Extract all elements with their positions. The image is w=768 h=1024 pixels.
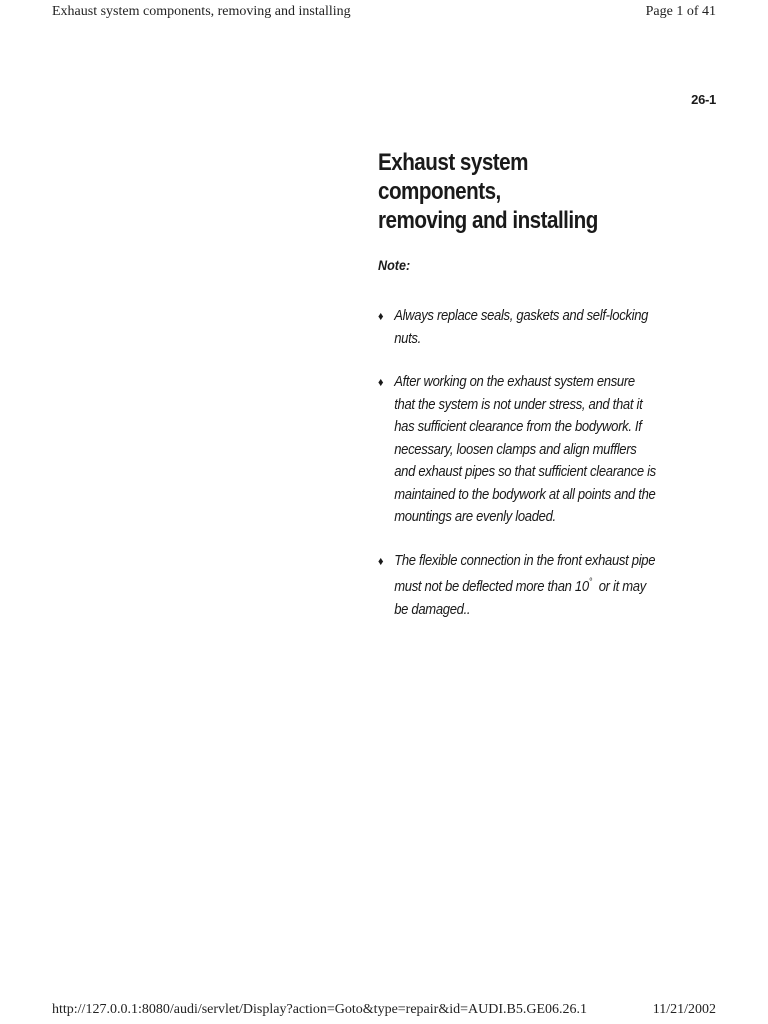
bullet-text-line bbox=[394, 572, 664, 599]
diamond-bullet-icon: ♦ bbox=[378, 375, 384, 389]
bullet-text-line: maintained to the bodywork at all points and the bbox=[394, 486, 656, 503]
degree-symbol: ° bbox=[588, 577, 593, 588]
note-label: Note: bbox=[378, 257, 411, 273]
list-item bbox=[378, 305, 664, 350]
diamond-bullet-icon: ♦ bbox=[378, 309, 384, 323]
list-item bbox=[378, 371, 664, 529]
title-line-1: Exhaust system components, bbox=[378, 149, 528, 205]
header-page-number: Page 1 of 41 bbox=[645, 4, 716, 19]
bullet-text-line: be damaged.. bbox=[394, 601, 471, 618]
bullet-text-line: After working on the exhaust system ensure bbox=[394, 374, 635, 390]
footer-date: 11/21/2002 bbox=[652, 1002, 716, 1017]
bullet-text-line: The flexible connection in the front exhaust pipe bbox=[394, 552, 656, 569]
header-title: Exhaust system components, removing and installing bbox=[52, 4, 351, 19]
bullet-text-line: Always replace seals, gaskets and self-locking bbox=[394, 308, 649, 324]
main-content bbox=[378, 148, 658, 621]
bullet-text-segment: must not be deflected more than 10 bbox=[394, 579, 589, 595]
page-title bbox=[378, 148, 653, 235]
footer-url: http://127.0.0.1:8080/audi/servlet/Display?action=Goto&type=repair&id=AUDI.B5.GE06.26.1 bbox=[52, 1002, 587, 1017]
bullet-text-line: and exhaust pipes so that sufficient clearance is bbox=[394, 464, 656, 480]
diamond-bullet-icon: ♦ bbox=[378, 553, 384, 568]
title-line-2: removing and installing bbox=[378, 207, 598, 234]
bullet-text-line: that the system is not under stress, and that it bbox=[394, 396, 643, 413]
list-item bbox=[378, 550, 664, 622]
bullet-text-line: mountings are evenly loaded. bbox=[394, 509, 556, 525]
bullet-text-segment: or it may bbox=[592, 579, 646, 595]
bullet-list bbox=[378, 305, 658, 621]
section-number: 26-1 bbox=[691, 92, 716, 107]
bullet-text-line: has sufficient clearance from the bodywork. If bbox=[394, 419, 642, 435]
bullet-text-line: necessary, loosen clamps and align mufflers bbox=[394, 441, 637, 458]
bullet-text-line: nuts. bbox=[394, 330, 421, 347]
